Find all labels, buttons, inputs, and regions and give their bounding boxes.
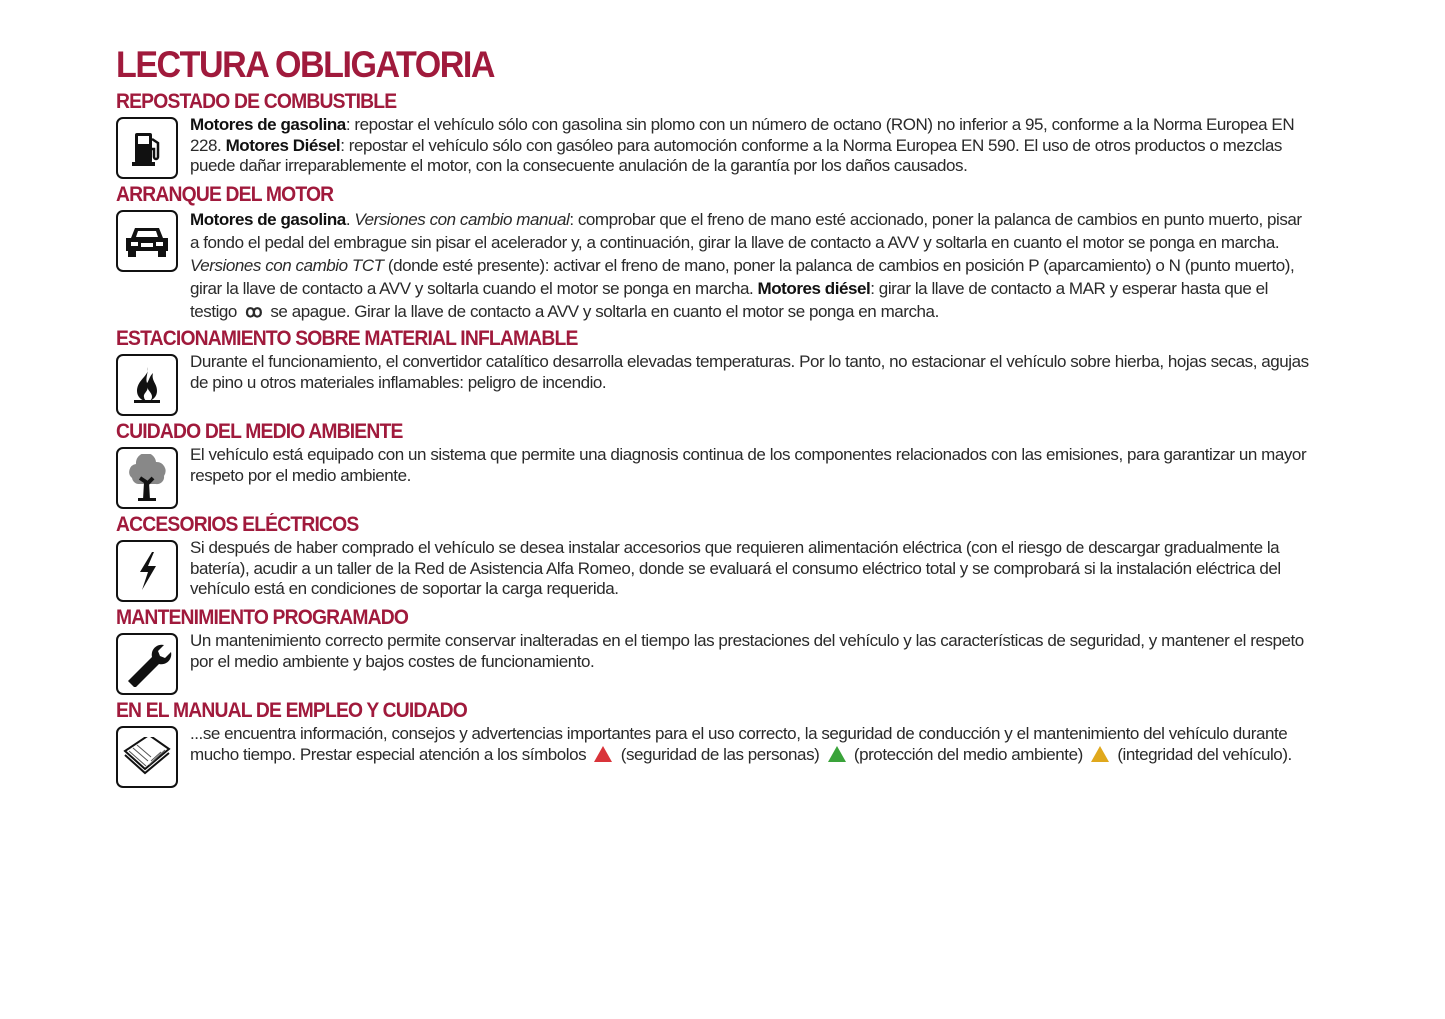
section-text: [190, 208, 1311, 323]
car-icon: [116, 210, 178, 272]
text: : repostar el vehículo sólo con gasóleo para automoción conforme a la Norma Europea EN 590. El uso de otros productos o mezclas puede dañar irreparablemente el motor, con la consecuente anulación de la garantía por los daños causados.: [190, 135, 1282, 176]
page-title: LECTURA OBLIGATORIA: [116, 44, 494, 85]
lightning-icon: [116, 540, 178, 602]
text: El vehículo está equipado con un sistema que permite una diagnosis continua de los componentes relacionados con las emisiones, para garantizar un mayor respeto por el medio ambiente.: [190, 445, 1307, 485]
text: (seguridad de las personas): [616, 744, 824, 764]
italic-text: Versiones con cambio manual: [354, 210, 570, 229]
section-heading: ESTACIONAMIENTO SOBRE MATERIAL INFLAMABLE: [116, 327, 578, 350]
section-heading: ARRANQUE DEL MOTOR: [116, 183, 334, 206]
italic-text: Versiones con cambio TCT: [190, 256, 384, 275]
bold-text: Motores Diésel: [225, 135, 341, 155]
text: ...se encuentra información, consejos y advertencias importantes para el uso correcto, la seguridad de conducción y el mantenimiento del vehículo durante mucho tiempo. Prestar especial atención a los símbolos: [190, 724, 1288, 764]
section-heading: REPOSTADO DE COMBUSTIBLE: [116, 90, 397, 113]
tree-icon: [116, 447, 178, 509]
text: .: [345, 210, 355, 229]
bold-text: Motores diésel: [757, 279, 871, 298]
text: : girar la llave de contacto a MAR y esperar hasta que el testigo: [190, 279, 1268, 321]
warning-yellow-icon: [1091, 746, 1109, 762]
wrench-icon: [116, 633, 178, 695]
section-text: [190, 538, 1311, 600]
warning-red-icon: [594, 746, 612, 762]
section: [116, 699, 1311, 788]
section: [116, 606, 1311, 695]
text: Si después de haber comprado el vehículo se desea instalar accesorios que requieren alimentación eléctrica (con el riesgo de descargar gradualmente la batería), acudir a un taller de la Red de Asistencia Alfa Romeo, donde se evaluará el consumo eléctrico total y se comprobará si la instalación eléctrica del vehículo está en condiciones de soportar la carga requerida.: [190, 538, 1281, 599]
section-heading: MANTENIMIENTO PROGRAMADO: [116, 606, 409, 629]
text: se apague. Girar la llave de contacto a AVV y soltarla en cuanto el motor se ponga en marcha.: [266, 302, 939, 321]
text: (protección del medio ambiente): [849, 744, 1088, 764]
fire-icon: [116, 354, 178, 416]
text: Durante el funcionamiento, el convertidor catalítico desarrolla elevadas temperaturas. Por lo tanto, no estacionar el vehículo sobre hierba, hojas secas, agujas de pino u otros materiales inflamables: peligro de incendio.: [190, 352, 1309, 392]
sections: [116, 90, 1311, 788]
text: Un mantenimiento correcto permite conservar inalteradas en el tiempo las prestaciones del vehículo y las características de seguridad, y mantener el respeto por el medio ambiente y bajos costes de funcionamiento.: [190, 631, 1304, 671]
bold-text: Motores de gasolina: [190, 210, 346, 229]
section-text: [190, 724, 1311, 765]
warning-green-icon: [828, 746, 846, 762]
section-text: [190, 115, 1311, 177]
fuel-pump-icon: [116, 117, 178, 179]
section-heading: EN EL MANUAL DE EMPLEO Y CUIDADO: [116, 699, 468, 722]
glow-plug-icon: ꝏ: [245, 302, 263, 321]
section-heading: CUIDADO DEL MEDIO AMBIENTE: [116, 420, 403, 443]
section-text: [190, 631, 1311, 672]
bold-text: Motores de gasolina: [190, 115, 346, 134]
page: [116, 44, 1311, 788]
section: [116, 327, 1311, 416]
section-text: [190, 352, 1311, 393]
text: (donde esté presente): activar el freno de mano, poner la palanca de cambios en posición P (aparcamiento) o N (punto muerto), girar la llave de contacto a AVV y soltarla cuando el motor se ponga en marcha.: [190, 256, 1295, 298]
section: [116, 183, 1311, 323]
section-text: [190, 445, 1311, 486]
section: [116, 420, 1311, 509]
text: : repostar el vehículo sólo con gasolina sin plomo con un número de octano (RON) no inferior a 95, conforme a la Norma Europea EN 228.: [190, 115, 1295, 155]
text: : comprobar que el freno de mano esté accionado, poner la palanca de cambios en punto muerto, pisar a fondo el pedal del embrague sin pisar el acelerador y, a continuación, girar la llave de contacto a AVV y soltarla en cuanto el motor se ponga en marcha.: [190, 210, 1302, 252]
section-heading: ACCESORIOS ELÉCTRICOS: [116, 513, 359, 536]
section: [116, 513, 1311, 602]
section: [116, 90, 1311, 179]
text: (integridad del vehículo).: [1113, 744, 1292, 764]
open-book-icon: [116, 726, 178, 788]
